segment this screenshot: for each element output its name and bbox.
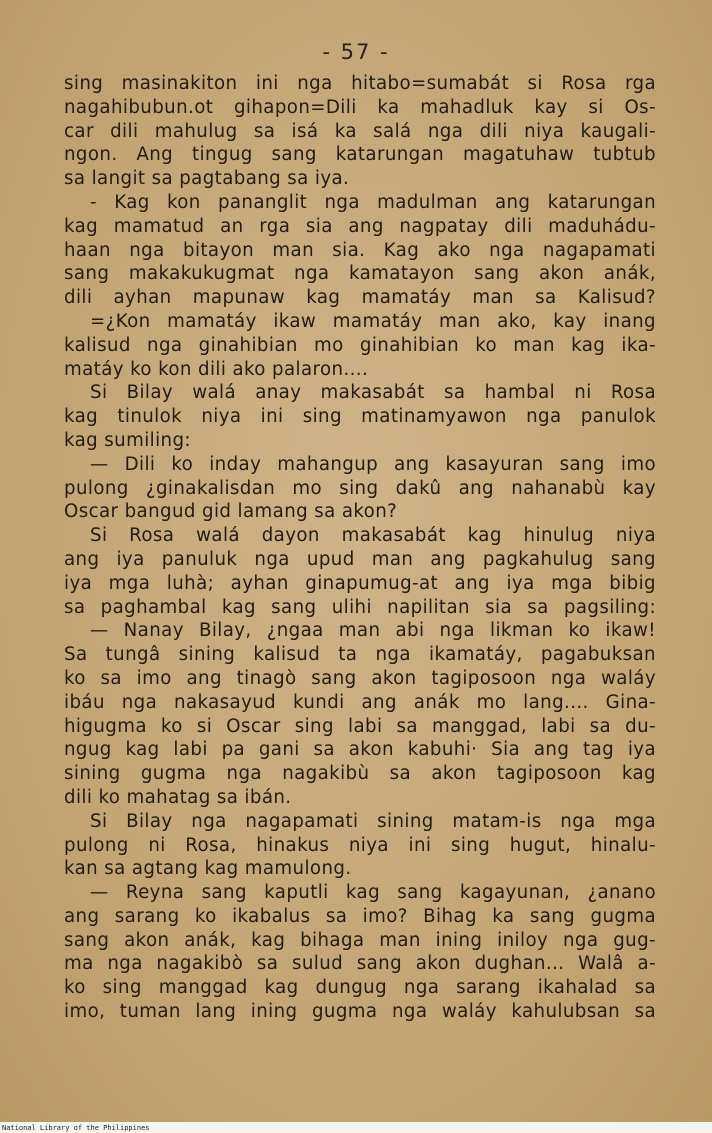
text-line: sing masinakiton ini nga hitabo=sumabát si Rosa rga xyxy=(64,73,656,94)
text-line: matáy ko kon dili ako palaron.... xyxy=(64,358,369,380)
text-line: pulong ni Rosa, hinakus niya ini sing hugut, hinalu- xyxy=(64,834,656,856)
text-line: Si Bilay nga nagapamati sining matam-is nga mga xyxy=(90,810,656,832)
body-text xyxy=(64,72,656,1024)
text-line: sa langit sa pagtabang sa iya. xyxy=(64,168,350,190)
text-line: Si Bilay walá anay makasabát sa hambal ni Rosa xyxy=(90,382,656,404)
text-line: - Kag kon pananglit nga madulman ang katarungan xyxy=(90,191,656,213)
text-line: ko sa imo ang tinagò sang akon tagiposoon nga waláy xyxy=(64,667,656,689)
text-line: kag sumiling: xyxy=(64,429,191,451)
text-line: — Dili ko inday mahangup ang kasayuran sang imo xyxy=(90,453,656,475)
text-line: nagahibubun.ot gihapon=Dili ka mahadluk kay si Os- xyxy=(64,96,656,118)
footer-attribution: National Library of the Philippines xyxy=(2,1124,150,1132)
text-line: ngon. Ang tingug sang katarungan magatuhaw tubtub xyxy=(64,144,656,166)
text-line: kan sa agtang kag mamulong. xyxy=(64,858,352,880)
page-number: - 57 - xyxy=(322,40,390,64)
text-line: ko sing manggad kag dungug nga sarang ikahalad sa xyxy=(64,977,656,999)
text-line: car dili mahulug sa isá ka salá nga dili niya kaugali- xyxy=(64,120,656,142)
text-line: dili ko mahatag sa ibán. xyxy=(64,786,292,808)
text-line: kag tinulok niya ini sing matinamyawon nga panulok xyxy=(64,406,656,428)
text-line: ibáu nga nakasayud kundi ang anák mo lang.... Gina- xyxy=(64,691,656,713)
text-line: sang akon anák, kag bihaga man ining iniloy nga gug- xyxy=(64,929,656,951)
text-line: iya mga luhà; ayhan ginapumug-at ang iya mga bibig xyxy=(64,572,656,594)
text-line: Oscar bangud gid lamang sa akon? xyxy=(64,501,398,523)
text-line: sa paghambal kag sang ulihi napilitan sia sa pagsiling: xyxy=(64,596,656,618)
text-line: — Nanay Bilay, ¿ngaa man abi nga likman ko ikaw! xyxy=(90,620,656,642)
text-line: higugma ko si Oscar sing labi sa manggad, labi sa du- xyxy=(64,715,656,737)
text-line: ang sarang ko ikabalus sa imo? Bihag ka sang gugma xyxy=(64,905,656,927)
text-line: dili ayhan mapunaw kag mamatáy man sa Kalisud? xyxy=(64,287,656,309)
text-line: imo, tuman lang ining gugma nga waláy kahulubsan sa xyxy=(64,1001,656,1023)
text-line: ngug kag labi pa gani sa akon kabuhi· Sia ang tag iya xyxy=(64,739,656,761)
text-line: ang iya panuluk nga upud man ang pagkahulug sang xyxy=(64,548,656,570)
text-line: pulong ¿ginakalisdan mo sing dakû ang nahanabù kay xyxy=(64,477,656,499)
text-line: — Reyna sang kaputli kag sang kagayunan, ¿anano xyxy=(90,882,656,904)
text-line: kalisud nga ginahibian mo ginahibian ko man kag ika- xyxy=(64,334,656,356)
text-line: =¿Kon mamatáy ikaw mamatáy man ako, kay inang xyxy=(90,310,656,332)
text-line: kag mamatud an rga sia ang nagpatay dili maduhádu- xyxy=(64,215,656,237)
text-line: Sa tungâ sining kalisud ta nga ikamatáy, pagabuksan xyxy=(64,644,656,666)
text-line: haan nga bitayon man sia. Kag ako nga nagapamati xyxy=(64,239,656,261)
text-line: ma nga nagakibò sa sulud sang akon dughan... Walâ a- xyxy=(64,953,656,975)
text-line: sining gugma nga nagakibù sa akon tagiposoon kag xyxy=(64,763,656,785)
text-line: Si Rosa walá dayon makasabát kag hinulug niya xyxy=(90,525,656,547)
text-line: sang makakukugmat nga kamatayon sang akon anák, xyxy=(64,263,656,285)
